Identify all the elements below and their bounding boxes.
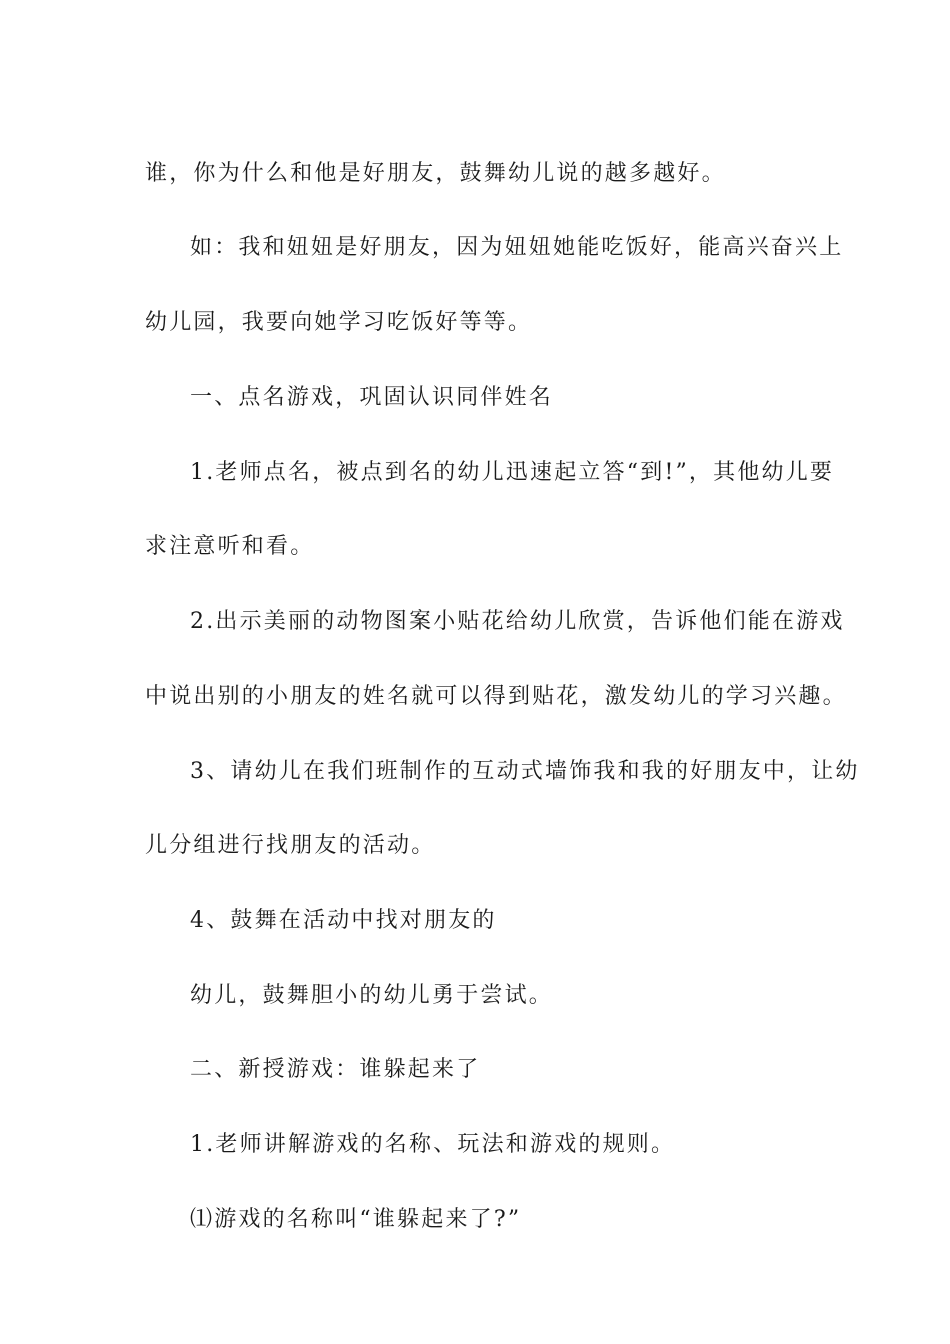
- text-line: ⑴游戏的名称叫“谁躲起来了?”: [190, 1207, 522, 1232]
- text-line: 2.出示美丽的动物图案小贴花给幼儿欣赏，告诉他们能在游戏: [190, 609, 845, 634]
- text-line: 求注意听和看。: [145, 534, 315, 559]
- section-heading: 一、点名游戏，巩固认识同伴姓名: [190, 385, 554, 410]
- text-line: 谁，你为什么和他是好朋友，鼓舞幼儿说的越多越好。: [145, 161, 726, 186]
- text-line: 幼儿园，我要向她学习吃饭好等等。: [145, 310, 533, 335]
- text-line: 儿分组进行找朋友的活动。: [145, 833, 436, 858]
- section-heading: 二、新授游戏：谁躲起来了: [190, 1057, 481, 1082]
- text-line: 3、请幼儿在我们班制作的互动式墙饰我和我的好朋友中，让幼: [190, 759, 860, 784]
- text-line: 中说出别的小朋友的姓名就可以得到贴花，激发幼儿的学习兴趣。: [145, 684, 847, 709]
- text-line: 幼儿，鼓舞胆小的幼儿勇于尝试。: [190, 983, 554, 1008]
- text-line: 1.老师讲解游戏的名称、玩法和游戏的规则。: [190, 1132, 676, 1157]
- text-line: 1.老师点名，被点到名的幼儿迅速起立答“到!”，其他幼儿要: [190, 460, 835, 485]
- text-line: 4、鼓舞在活动中找对朋友的: [190, 908, 497, 933]
- text-line: 如：我和妞妞是好朋友，因为妞妞她能吃饭好，能高兴奋兴上: [190, 235, 844, 260]
